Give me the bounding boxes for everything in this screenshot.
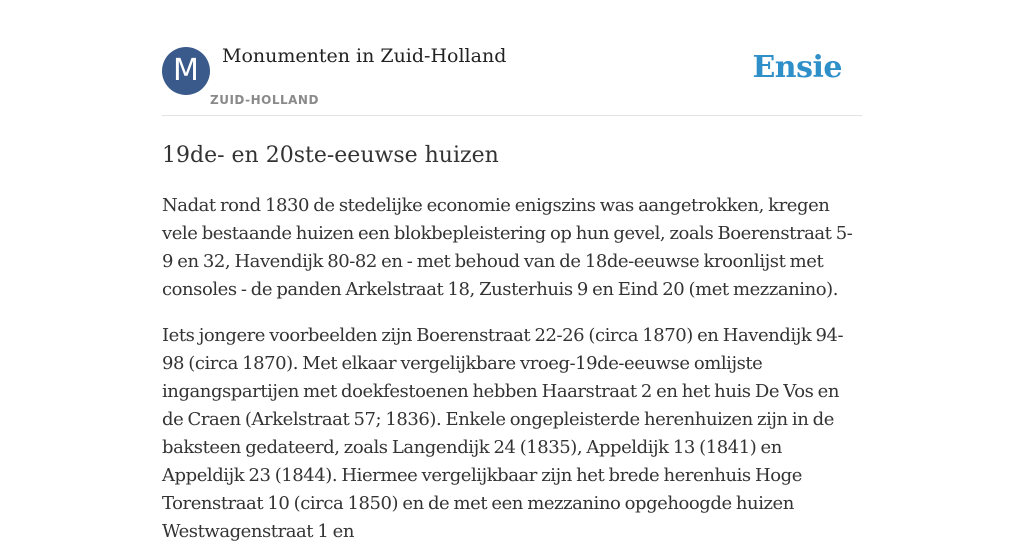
category-label[interactable]: ZUID-HOLLAND bbox=[210, 93, 319, 107]
article-title: 19de- en 20ste-eeuwse huizen bbox=[162, 143, 499, 168]
article-paragraph-1: Nadat rond 1830 de stedelijke economie enigszins was aangetrokken, kregen vele bestaande huizen een blokbepleistering op hun gevel, zoals Boerenstraat 5-9 en 32, Havendijk 80-82 en - met behoud van de 18de-eeuwse kroonlijst met consoles - de panden Arkelstraat 18, Zusterhuis 9 en Eind 20 (met mezzanino). bbox=[162, 195, 853, 300]
site-title[interactable]: Monumenten in Zuid-Holland bbox=[222, 45, 507, 67]
page-header bbox=[162, 0, 862, 116]
article-paragraph-2: Iets jongere voorbeelden zijn Boerenstraat 22-26 (circa 1870) en Havendijk 94-98 (circa 1870). Met elkaar vergelijkbare vroeg-19de-eeuwse omlijste ingangspartijen met doekfestoenen hebben Haarstraat 2 en het huis De Vos en de Craen (Arkelstraat 57; 1836). Enkele ongepleisterde herenhuizen zijn in de baksteen gedateerd, zoals Langendijk 24 (1835), Appeldijk 13 (1841) en Appeldijk 23 (1844). Hiermee vergelijkbaar zijn het brede herenhuis Hoge Torenstraat 10 (circa 1850) en de met een mezzanino opgehoogde huizen Westwagenstraat 1 en bbox=[162, 325, 844, 542]
brand-logo[interactable]: Ensie bbox=[752, 50, 842, 85]
content-column bbox=[162, 0, 862, 546]
avatar[interactable]: M bbox=[162, 47, 210, 95]
